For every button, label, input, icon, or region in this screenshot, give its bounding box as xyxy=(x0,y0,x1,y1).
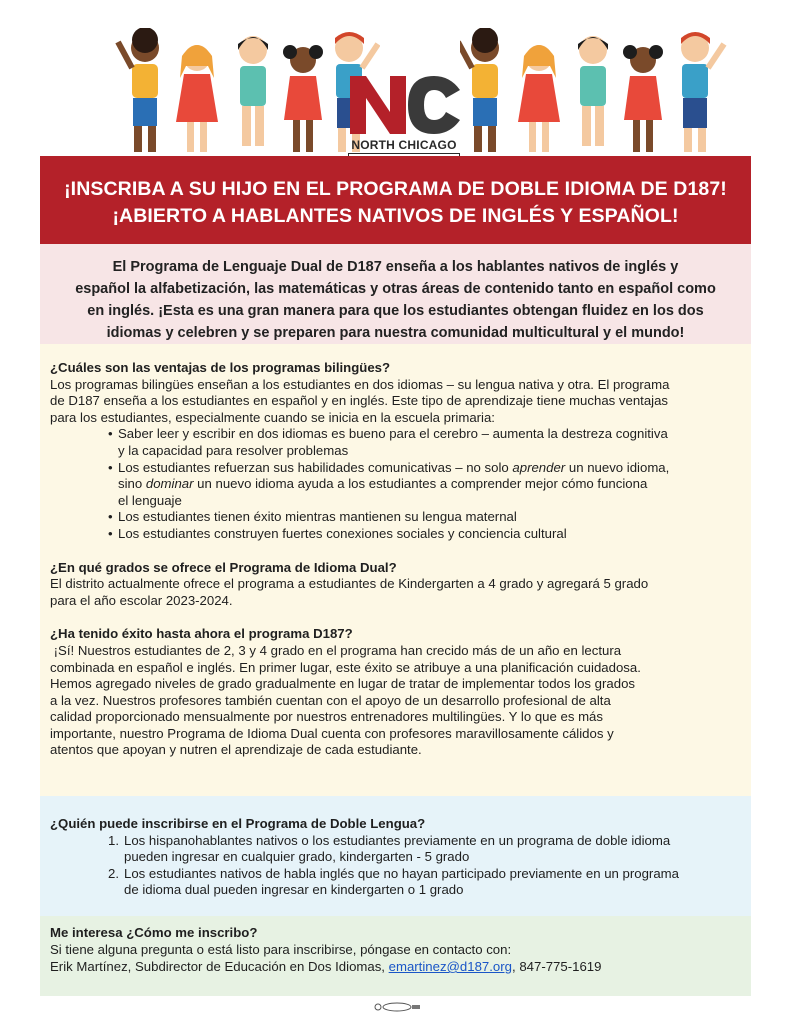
list-item-line: • Saber leer y escribir en dos idiomas es bueno para el cerebro – aumenta la destreza cognitiva xyxy=(118,426,668,442)
success-text-line: importante, nuestro Programa de Idioma Dual cuenta con profesores maravillosamente cálidos y xyxy=(50,725,614,741)
success-text-line: ¡Sí! Nuestros estudiantes de 2, 3 y 4 grado en el programa han crecido más de un año en lectura xyxy=(50,642,622,658)
intro-section xyxy=(40,244,751,344)
list-item-line xyxy=(118,476,741,493)
banner-title-line2: ¡ABIERTO A HABLANTES NATIVOS DE INGLÉS Y ESPAÑOL! xyxy=(112,205,679,227)
text-run: un nuevo idioma ayuda a los estudiantes a comprender mejor cómo funciona xyxy=(193,476,648,492)
list-item-line: el lenguaje xyxy=(118,492,182,508)
list-item xyxy=(108,460,741,510)
grades-text-line: para el año escolar 2023-2024. xyxy=(50,592,233,608)
text-run: Los estudiantes refuerzan sus habilidades comunicativas – no solo xyxy=(118,459,513,475)
intro-line: idiomas y celebren y se preparen para nuestra comunidad multicultural y el mundo! xyxy=(106,325,685,341)
list-item xyxy=(108,509,741,526)
children-illustration-left xyxy=(110,28,380,160)
contact-phone: , 847-775-1619 xyxy=(512,959,602,974)
contact-email-link[interactable]: emartinez@d187.org xyxy=(388,959,512,974)
list-item xyxy=(108,833,741,866)
grades-text-line: El distrito actualmente ofrece el programa a estudiantes de Kindergarten a 4 grado y agregará 5 grado xyxy=(50,576,649,592)
benefits-text-line: para los estudiantes, especialmente cuando se inicia en la escuela primaria: xyxy=(50,409,495,425)
header xyxy=(40,0,751,160)
list-item-line: • Los estudiantes construyen fuertes conexiones sociales y conciencia cultural xyxy=(118,525,567,541)
union-bug-icon xyxy=(372,1002,422,1012)
intro-line: español la alfabetización, las matemáticas y otras áreas de contenido tanto en español como xyxy=(75,281,716,297)
success-text-line: calidad proporcionado mensualmente por nuestros entrenadores multilingües. Y lo que es más xyxy=(50,709,603,725)
list-item-line: Los hispanohablantes nativos o los estudiantes previamente en un programa de doble idioma xyxy=(124,832,671,848)
main-info-section xyxy=(40,344,751,796)
list-item xyxy=(108,866,741,899)
list-item-line: de idioma dual pueden ingresar en kindergarten o 1 grado xyxy=(124,882,464,898)
list-item-line: pueden ingresar en cualquier grado, kindergarten - 5 grado xyxy=(124,849,470,865)
success-text-line: atentos que apoyan y nutren el aprendizaje de cada estudiante. xyxy=(50,742,422,758)
contact-section xyxy=(40,916,751,996)
eligibility-section xyxy=(40,796,751,916)
success-question: ¿Ha tenido éxito hasta ahora el programa D187? xyxy=(50,626,353,642)
eligibility-question: ¿Quién puede inscribirse en el Programa de Doble Lengua? xyxy=(50,816,426,831)
benefits-list xyxy=(50,426,741,542)
list-item xyxy=(108,526,741,543)
list-number: 1. xyxy=(108,832,119,848)
intro-line: en inglés. ¡Esta es una gran manera para que los estudiantes obtengan fluidez en los dos xyxy=(87,303,704,319)
intro-line: El Programa de Lenguaje Dual de D187 enseña a los hablantes nativos de inglés y xyxy=(112,259,679,275)
success-text-line: a la vez. Nuestros profesores también cuentan con el apoyo de un desarrollo profesional de alta xyxy=(50,692,611,708)
list-item-line: • Los estudiantes tienen éxito mientras mantienen su lengua maternal xyxy=(118,509,517,525)
list-item-line: y la capacidad para resolver problemas xyxy=(118,442,349,458)
children-illustration-right xyxy=(460,28,760,160)
logo-district-name: NORTH CHICAGO xyxy=(351,138,457,152)
eligibility-list xyxy=(50,833,741,899)
district-logo xyxy=(348,74,463,168)
banner-title-line1: ¡INSCRIBA A SU HIJO EN EL PROGRAMA DE DOBLE IDIOMA DE D187! xyxy=(64,178,727,200)
benefits-text-line: Los programas bilingües enseñan a los estudiantes en dos idiomas – su lengua nativa y otra. El programa xyxy=(50,376,670,392)
list-item xyxy=(108,426,741,459)
emphasis: aprender xyxy=(512,459,566,475)
emphasis: dominar xyxy=(145,476,194,492)
contact-question: Me interesa ¿Cómo me inscribo? xyxy=(50,925,258,940)
title-banner xyxy=(40,156,751,244)
benefits-question: ¿Cuáles son las ventajas de los programas bilingües? xyxy=(50,360,391,375)
contact-name: Erik Martínez, Subdirector de Educación en Dos Idiomas, xyxy=(50,959,389,974)
text-run: sino xyxy=(118,476,146,492)
list-item-line xyxy=(118,460,741,477)
list-number: 2. xyxy=(108,865,119,881)
success-text-line: combinada en español e inglés. En primer lugar, este éxito se atribuye a una planificación cuidadosa. xyxy=(50,659,641,675)
contact-text-line: Si tiene alguna pregunta o está listo para inscribirse, póngase en contacto con: xyxy=(50,942,512,957)
contact-details xyxy=(50,958,741,975)
benefits-text-line: de D187 enseña a los estudiantes en español y en inglés. Este tipo de aprendizaje tiene muchas ventajas xyxy=(50,393,669,409)
grades-question: ¿En qué grados se ofrece el Programa de Idioma Dual? xyxy=(50,559,397,575)
nc-logo-letters xyxy=(348,74,463,136)
success-text-line: Hemos agregado niveles de grado gradualmente en lugar de tratar de implementar todos los grados xyxy=(50,676,635,692)
list-item-line: Los estudiantes nativos de habla inglés que no hayan participado previamente en un programa xyxy=(124,865,679,881)
text-run: un nuevo idioma, xyxy=(565,459,670,475)
